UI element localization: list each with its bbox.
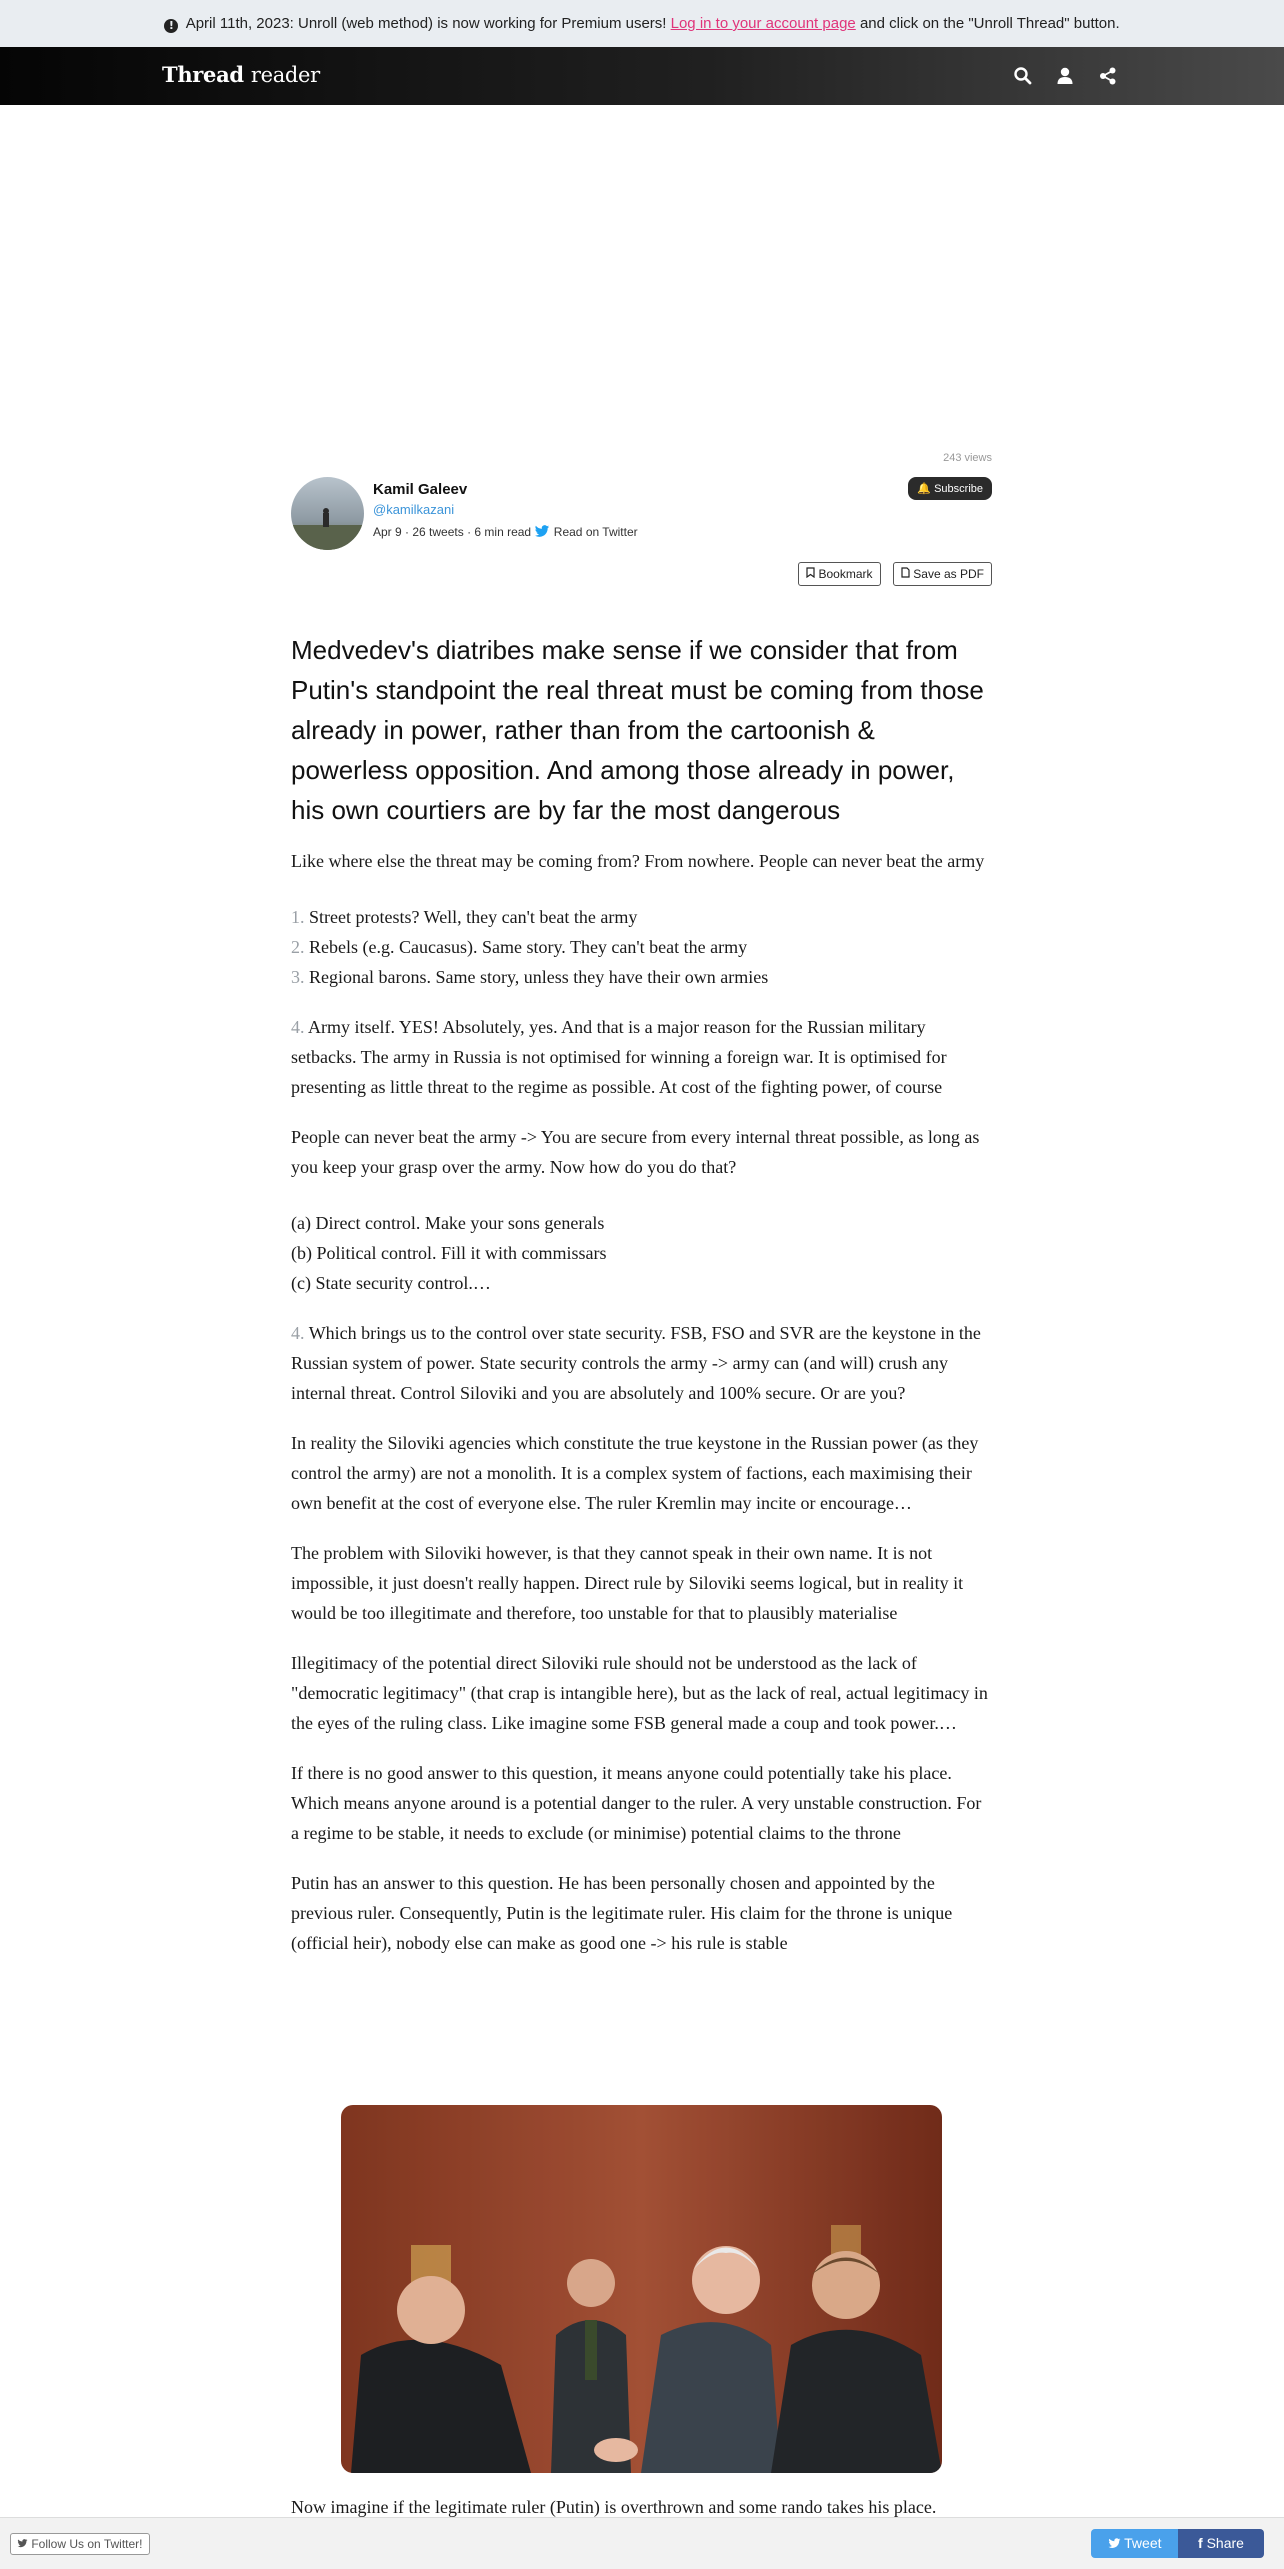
bookmark-button[interactable]: Bookmark — [798, 562, 880, 586]
tweet-paragraph: Like where else the threat may be coming from? From nowhere. People can never beat the army — [291, 851, 985, 871]
thread-content — [291, 630, 992, 1978]
numbered-list: 1. Street protests? Well, they can't beat the army 2. Rebels (e.g. Caucasus). Same story. They can't beat the army 3. Regional barons. Same story, unless they have their own armies — [291, 907, 769, 987]
announcement-banner — [0, 0, 1284, 47]
pdf-file-icon — [901, 567, 910, 578]
lettered-list: (a) Direct control. Make your sons generals (b) Political control. Fill it with commissars (c) State security control.… — [291, 1213, 607, 1293]
search-icon[interactable] — [1012, 65, 1034, 87]
twitter-icon — [17, 2539, 28, 2548]
save-pdf-button[interactable]: Save as PDF — [893, 562, 992, 586]
author-handle[interactable]: @kamilkazani — [373, 502, 455, 517]
author-info — [373, 481, 638, 539]
bell-icon: 🔔 — [917, 483, 932, 495]
tweet-photo[interactable] — [341, 2105, 942, 2473]
twitter-icon — [534, 525, 550, 538]
navbar — [0, 47, 1284, 105]
action-buttons — [790, 562, 992, 586]
thread-meta: Apr 9 · 26 tweets · 6 min read Read on Twitter — [373, 525, 638, 539]
tweet-button[interactable]: Tweet — [1091, 2529, 1178, 2558]
tweet-paragraph: Now imagine if the legitimate ruler (Putin) is overthrown and some rando takes his place. — [291, 2497, 937, 2517]
tweet-paragraph: If there is no good answer to this question, it means anyone could potentially take his place. Which means anyone around is a potential danger to the ruler. A very unstable construction. For a regime to be stable, it needs to exclude (or minimise) potential claims to the throne — [291, 1763, 982, 1843]
login-link[interactable]: Log in to your account page — [670, 15, 856, 32]
twitter-icon — [1108, 2538, 1121, 2549]
logo[interactable]: Thread reader — [162, 62, 320, 87]
tweet-paragraph: 4. Which brings us to the control over state security. FSB, FSO and SVR are the keystone in the Russian system of power. State security controls the army -> army can (and will) crush any internal threat. Control Siloviki and you are absolutely and 100% secure. Or are you? — [291, 1323, 981, 1403]
banner-text-after: and click on the "Unroll Thread" button. — [859, 15, 1120, 32]
tweet-paragraph: Illegitimacy of the potential direct Siloviki rule should not be understood as the lack of "democratic legitimacy" (that crap is intangible here), but as the lack of real, actual legitimacy in the eyes of the ruling class. Like imagine some FSB general made a coup and took power.… — [291, 1653, 988, 1733]
tweet-paragraph: Putin has an answer to this question. He has been personally chosen and appointed by the previous ruler. Consequently, Putin is the legitimate ruler. His claim for the throne is unique (official heir), nobody else can make as good one -> his rule is stable — [291, 1873, 953, 1953]
view-count: 243 views — [943, 452, 992, 464]
author-name[interactable]: Kamil Galeev — [373, 481, 468, 498]
tweet-paragraph: The problem with Siloviki however, is that they cannot speak in their own name. It is not impossible, it just doesn't really happen. Direct rule by Siloviki seems logical, but in reality it would be too illegitimate and therefore, too unstable for that to plausibly materialise — [291, 1543, 964, 1623]
info-icon: ! — [164, 19, 178, 33]
avatar[interactable] — [291, 477, 364, 550]
bookmark-icon — [806, 567, 815, 578]
thread-title: Medvedev's diatribes make sense if we consider that from Putin's standpoint the real threat must be coming from those already in power, rather than from the cartoonish & powerless opposition. And among those already in power, his own courtiers are by far the most dangerous — [291, 635, 984, 825]
banner-text: April 11th, 2023: Unroll (web method) is now working for Premium users! — [185, 15, 667, 32]
tweet-paragraph: 4. Army itself. YES! Absolutely, yes. And that is a major reason for the Russian military setbacks. The army in Russia is not optimised for winning a foreign war. It is optimised for presenting as little threat to the regime as possible. At cost of the fighting power, of course — [291, 1017, 947, 1097]
footer-bar — [0, 2517, 1284, 2569]
follow-us-button[interactable]: Follow Us on Twitter! — [10, 2533, 150, 2555]
tweet-paragraph: People can never beat the army -> You are secure from every internal threat possible, as long as you keep your grasp over the army. Now how do you do that? — [291, 1127, 980, 1177]
facebook-share-button[interactable]: f Share — [1178, 2529, 1264, 2558]
user-icon[interactable] — [1054, 65, 1076, 87]
facebook-icon: f — [1198, 2535, 1203, 2551]
tweet-paragraph: In reality the Siloviki agencies which constitute the true keystone in the Russian power (as they control the army) are not a monolith. It is a complex system of factions, each maximising their own benefit at the cost of everyone else. The ruler Kremlin may incite or encourage… — [291, 1433, 979, 1513]
share-icon[interactable] — [1097, 65, 1119, 87]
subscribe-button[interactable]: 🔔 Subscribe — [908, 477, 992, 500]
read-on-twitter-link[interactable]: Read on Twitter — [553, 525, 638, 539]
